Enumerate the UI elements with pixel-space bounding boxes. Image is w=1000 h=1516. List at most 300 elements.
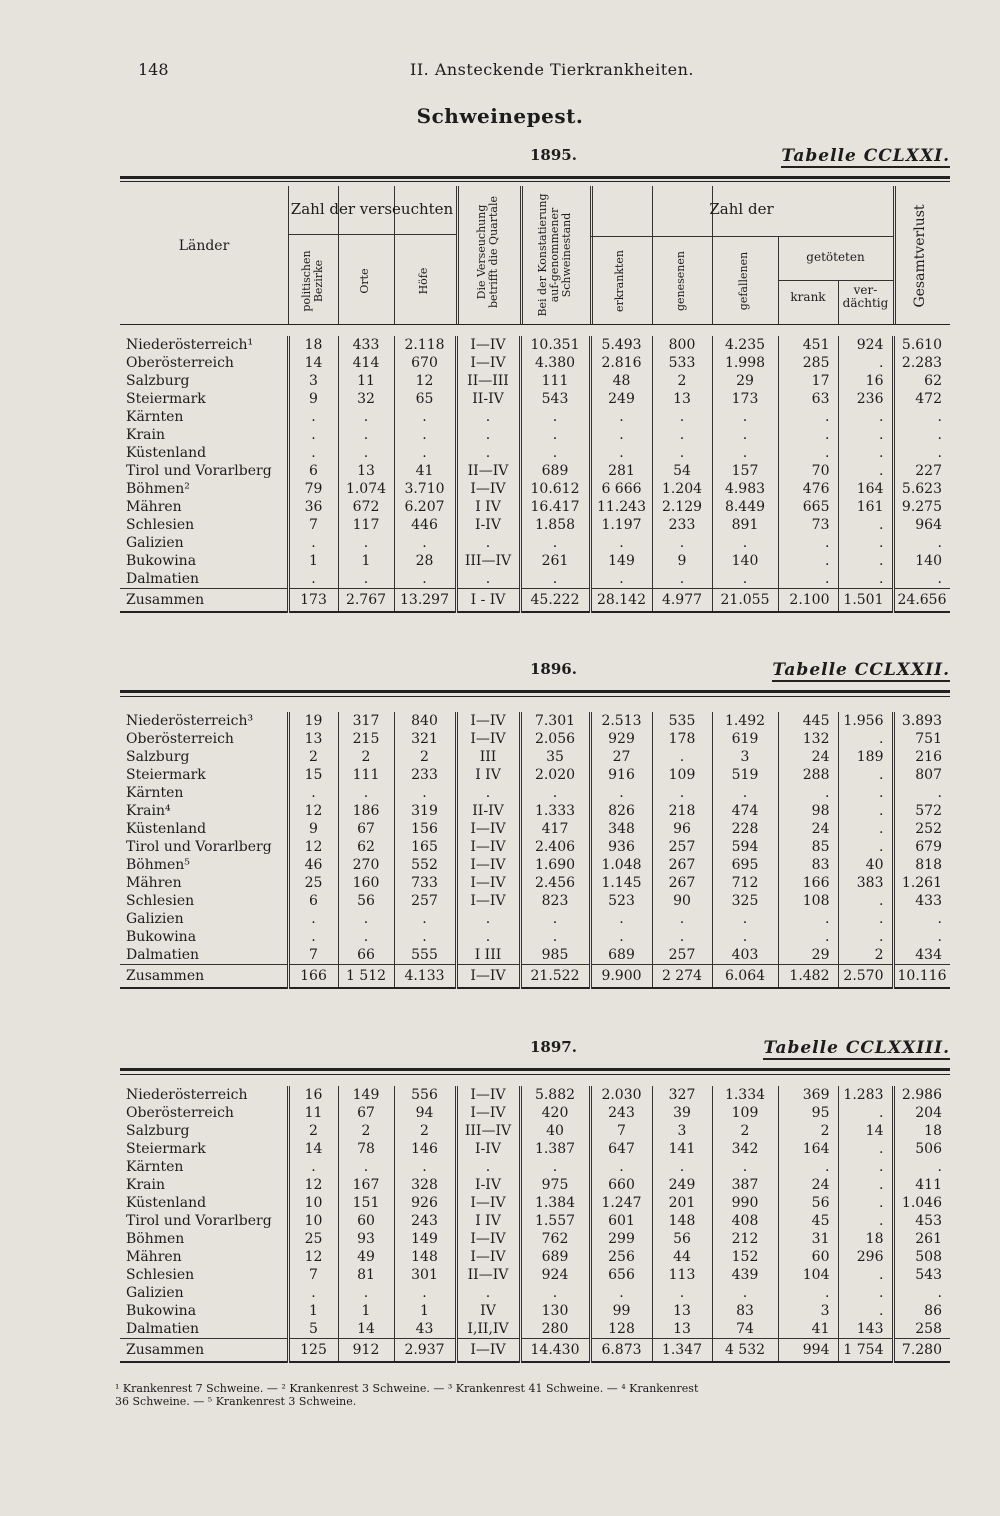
value-cell: .: [838, 552, 893, 570]
value-cell: 2.056: [520, 730, 590, 748]
value-cell: 228: [712, 820, 778, 838]
value-cell: .: [520, 910, 590, 928]
table-row: [120, 856, 950, 874]
value-cell: 218: [652, 802, 712, 820]
value-cell: 533: [652, 354, 712, 372]
value-cell: 9.275: [893, 498, 950, 516]
land-cell: Küstenland: [126, 445, 207, 461]
value-cell: I—IV: [456, 965, 520, 989]
value-cell: .: [394, 1158, 456, 1176]
header-politischen-bezirke: politischen Bezirke: [300, 250, 325, 312]
value-cell: 7: [288, 946, 338, 965]
value-cell: 762: [520, 1230, 590, 1248]
table-row: [120, 1266, 950, 1284]
value-cell: 327: [652, 1086, 712, 1104]
value-cell: 173: [288, 589, 338, 613]
value-cell: 166: [288, 965, 338, 989]
land-cell: Oberösterreich: [126, 1105, 234, 1121]
value-cell: 108: [778, 892, 838, 910]
value-cell: .: [712, 910, 778, 928]
value-cell: 1: [394, 1302, 456, 1320]
value-cell: 891: [712, 516, 778, 534]
value-cell: 712: [712, 874, 778, 892]
table-row: [120, 480, 950, 498]
value-cell: .: [338, 570, 394, 589]
total-row: [120, 965, 950, 989]
value-cell: .: [778, 928, 838, 946]
value-cell: 1 754: [838, 1339, 893, 1363]
value-cell: II—IV: [456, 1266, 520, 1284]
table-row: [120, 784, 950, 802]
value-cell: 13: [652, 1320, 712, 1339]
value-cell: I—IV: [456, 856, 520, 874]
value-cell: 433: [893, 892, 950, 910]
value-cell: .: [590, 408, 652, 426]
value-cell: 325: [712, 892, 778, 910]
value-cell: 49: [338, 1248, 394, 1266]
value-cell: 453: [893, 1212, 950, 1230]
table-row: [120, 1086, 950, 1104]
land-cell: Salzburg: [126, 749, 190, 765]
value-cell: 56: [652, 1230, 712, 1248]
value-cell: 56: [778, 1194, 838, 1212]
value-cell: I,II,IV: [456, 1320, 520, 1339]
value-cell: .: [893, 534, 950, 552]
value-cell: 149: [590, 552, 652, 570]
value-cell: 2.406: [520, 838, 590, 856]
value-cell: I—IV: [456, 820, 520, 838]
footnote-line: 36 Schweine. — ⁵ Krankenrest 3 Schweine.: [115, 1395, 357, 1408]
value-cell: 1.690: [520, 856, 590, 874]
value-cell: 807: [893, 766, 950, 784]
value-cell: 1.145: [590, 874, 652, 892]
land-cell: Küstenland: [126, 821, 207, 837]
value-cell: 2.283: [893, 354, 950, 372]
value-cell: 165: [394, 838, 456, 856]
value-cell: .: [338, 1284, 394, 1302]
value-cell: .: [838, 1284, 893, 1302]
value-cell: 45.222: [520, 589, 590, 613]
value-cell: .: [838, 766, 893, 784]
header-verseuchung-quartale: Die Verseuchung betrifft die Quartale: [475, 196, 500, 308]
table-row: [120, 372, 950, 390]
value-cell: 408: [712, 1212, 778, 1230]
value-cell: 63: [778, 390, 838, 408]
value-cell: I IV: [456, 498, 520, 516]
value-cell: .: [712, 534, 778, 552]
table-heading-1897: [120, 1038, 950, 1060]
value-cell: .: [652, 1158, 712, 1176]
value-cell: 25: [288, 1230, 338, 1248]
value-cell: 2.570: [838, 965, 893, 989]
value-cell: 83: [712, 1302, 778, 1320]
table-row: [120, 336, 950, 354]
value-cell: 1: [338, 552, 394, 570]
value-cell: 24: [778, 820, 838, 838]
value-cell: 28.142: [590, 589, 652, 613]
table-row: [120, 390, 950, 408]
value-cell: 10: [288, 1194, 338, 1212]
value-cell: 1.492: [712, 712, 778, 730]
value-cell: 128: [590, 1320, 652, 1339]
land-cell: Krain⁴: [126, 803, 171, 819]
value-cell: 555: [394, 946, 456, 965]
value-cell: 148: [652, 1212, 712, 1230]
value-cell: 2.456: [520, 874, 590, 892]
table-row: [120, 516, 950, 534]
value-cell: 125: [288, 1339, 338, 1363]
value-cell: 10.351: [520, 336, 590, 354]
value-cell: .: [838, 802, 893, 820]
value-cell: .: [838, 426, 893, 444]
value-cell: I—IV: [456, 336, 520, 354]
value-cell: .: [338, 784, 394, 802]
value-cell: .: [590, 910, 652, 928]
value-cell: 2.020: [520, 766, 590, 784]
land-cell: Salzburg: [126, 373, 190, 389]
value-cell: .: [712, 1158, 778, 1176]
value-cell: 161: [838, 498, 893, 516]
value-cell: 1.557: [520, 1212, 590, 1230]
value-cell: 24: [778, 748, 838, 766]
value-cell: .: [456, 408, 520, 426]
value-cell: I—IV: [456, 480, 520, 498]
table-row: [120, 1212, 950, 1230]
table-row: [120, 730, 950, 748]
table-row: [120, 408, 950, 426]
value-cell: .: [394, 408, 456, 426]
value-cell: 267: [652, 856, 712, 874]
value-cell: .: [893, 408, 950, 426]
value-cell: 98: [778, 802, 838, 820]
value-cell: 249: [652, 1176, 712, 1194]
value-cell: 826: [590, 802, 652, 820]
value-cell: 823: [520, 892, 590, 910]
value-cell: 130: [520, 1302, 590, 1320]
header-gefallenen: gefallenen: [737, 251, 750, 311]
header-hoefe: Höfe: [417, 267, 430, 295]
land-cell: Krain: [126, 1177, 165, 1193]
value-cell: .: [338, 1158, 394, 1176]
value-cell: .: [838, 892, 893, 910]
table-row: [120, 462, 950, 480]
value-cell: .: [712, 1284, 778, 1302]
value-cell: 2: [288, 748, 338, 766]
value-cell: 27: [590, 748, 652, 766]
value-cell: 156: [394, 820, 456, 838]
value-cell: .: [520, 444, 590, 462]
value-cell: 319: [394, 802, 456, 820]
value-cell: 46: [288, 856, 338, 874]
value-cell: 7: [288, 516, 338, 534]
header-verdaechtig: ver-dächtig: [842, 283, 889, 310]
value-cell: .: [652, 408, 712, 426]
value-cell: .: [652, 426, 712, 444]
value-cell: I-IV: [456, 1176, 520, 1194]
value-cell: 3: [288, 372, 338, 390]
value-cell: I—IV: [456, 1339, 520, 1363]
value-cell: 14: [838, 1122, 893, 1140]
value-cell: 14: [338, 1320, 394, 1339]
value-cell: 2: [338, 1122, 394, 1140]
value-cell: 4.977: [652, 589, 712, 613]
value-cell: 66: [338, 946, 394, 965]
value-cell: 3.893: [893, 712, 950, 730]
value-cell: I—IV: [456, 874, 520, 892]
value-cell: 233: [652, 516, 712, 534]
value-cell: 60: [778, 1248, 838, 1266]
header-zahl-der: Zahl der: [709, 200, 774, 218]
value-cell: .: [394, 784, 456, 802]
table-row: [120, 444, 950, 462]
value-cell: .: [778, 910, 838, 928]
header-bottom-rule: [120, 324, 950, 325]
footnotes: [115, 1382, 955, 1408]
value-cell: .: [590, 570, 652, 589]
value-cell: 60: [338, 1212, 394, 1230]
value-cell: .: [838, 462, 893, 480]
value-cell: .: [778, 534, 838, 552]
table-row: [120, 910, 950, 928]
value-cell: .: [288, 910, 338, 928]
value-cell: 65: [394, 390, 456, 408]
value-cell: I—IV: [456, 1086, 520, 1104]
value-cell: 2.513: [590, 712, 652, 730]
value-cell: 1.501: [838, 589, 893, 613]
value-cell: 157: [712, 462, 778, 480]
value-cell: 689: [520, 462, 590, 480]
value-cell: .: [520, 784, 590, 802]
value-cell: 2.986: [893, 1086, 950, 1104]
value-cell: I-IV: [456, 516, 520, 534]
value-cell: .: [520, 928, 590, 946]
header-getoeteten: getöteten: [806, 250, 865, 264]
value-cell: 41: [778, 1320, 838, 1339]
value-cell: 3: [778, 1302, 838, 1320]
value-cell: .: [338, 534, 394, 552]
land-cell: Mähren: [126, 1249, 182, 1265]
land-cell: Krain: [126, 427, 165, 443]
value-cell: .: [838, 730, 893, 748]
value-cell: 117: [338, 516, 394, 534]
header-krank: krank: [790, 290, 826, 304]
value-cell: 3.710: [394, 480, 456, 498]
value-cell: 1.956: [838, 712, 893, 730]
value-cell: 695: [712, 856, 778, 874]
land-cell: Mähren: [126, 499, 182, 515]
value-cell: I III: [456, 946, 520, 965]
value-cell: .: [838, 910, 893, 928]
value-cell: 19: [288, 712, 338, 730]
value-cell: .: [288, 784, 338, 802]
table-top-rule: [120, 696, 950, 697]
table-row: [120, 426, 950, 444]
value-cell: 32: [338, 390, 394, 408]
land-cell: Dalmatien: [126, 947, 200, 963]
value-cell: 990: [712, 1194, 778, 1212]
value-cell: 12: [288, 802, 338, 820]
value-cell: 39: [652, 1104, 712, 1122]
value-cell: 40: [520, 1122, 590, 1140]
value-cell: .: [288, 1158, 338, 1176]
value-cell: 975: [520, 1176, 590, 1194]
value-cell: 2: [712, 1122, 778, 1140]
value-cell: .: [394, 1284, 456, 1302]
value-cell: 924: [520, 1266, 590, 1284]
value-cell: I—IV: [456, 1104, 520, 1122]
value-cell: 70: [778, 462, 838, 480]
value-cell: 288: [778, 766, 838, 784]
value-cell: 2: [288, 1122, 338, 1140]
value-cell: 152: [712, 1248, 778, 1266]
value-cell: 7.280: [893, 1339, 950, 1363]
value-cell: .: [838, 1158, 893, 1176]
land-cell: Tirol und Vorarlberg: [126, 463, 272, 479]
value-cell: 109: [652, 766, 712, 784]
value-cell: 24.656: [893, 589, 950, 613]
value-cell: 6: [288, 892, 338, 910]
value-cell: 236: [838, 390, 893, 408]
table-name: Tabelle CCLXXIII.: [763, 1038, 950, 1058]
value-cell: 73: [778, 516, 838, 534]
value-cell: 1.347: [652, 1339, 712, 1363]
table-row: [120, 838, 950, 856]
value-cell: 29: [778, 946, 838, 965]
land-cell: Salzburg: [126, 1123, 190, 1139]
value-cell: 672: [338, 498, 394, 516]
land-cell: Dalmatien: [126, 1321, 200, 1337]
value-cell: .: [456, 534, 520, 552]
value-cell: I—IV: [456, 730, 520, 748]
value-cell: 6.064: [712, 965, 778, 989]
value-cell: 67: [338, 1104, 394, 1122]
value-cell: 10.116: [893, 965, 950, 989]
table-top-rule: [120, 690, 950, 693]
value-cell: .: [288, 426, 338, 444]
value-cell: I IV: [456, 766, 520, 784]
land-cell: Böhmen: [126, 1231, 185, 1247]
land-cell: Niederösterreich: [126, 1087, 248, 1103]
value-cell: 12: [288, 1248, 338, 1266]
value-cell: 166: [778, 874, 838, 892]
value-cell: .: [778, 570, 838, 589]
value-cell: 9: [288, 390, 338, 408]
value-cell: .: [590, 784, 652, 802]
value-cell: 9: [288, 820, 338, 838]
value-cell: 1.334: [712, 1086, 778, 1104]
table-heading-1896: [120, 660, 950, 682]
value-cell: 12: [288, 1176, 338, 1194]
value-cell: 11: [338, 372, 394, 390]
value-cell: 13: [288, 730, 338, 748]
value-cell: .: [712, 784, 778, 802]
value-cell: 18: [893, 1122, 950, 1140]
value-cell: 433: [338, 336, 394, 354]
value-cell: .: [394, 426, 456, 444]
value-cell: 543: [893, 1266, 950, 1284]
value-cell: .: [838, 1104, 893, 1122]
value-cell: II—IV: [456, 462, 520, 480]
value-cell: .: [394, 910, 456, 928]
value-cell: 267: [652, 874, 712, 892]
value-cell: .: [712, 408, 778, 426]
value-cell: 2: [394, 748, 456, 766]
value-cell: 445: [778, 712, 838, 730]
value-cell: .: [893, 444, 950, 462]
table-row: [120, 892, 950, 910]
value-cell: 16: [838, 372, 893, 390]
value-cell: .: [456, 784, 520, 802]
table-top-rule: [120, 181, 950, 182]
value-cell: III: [456, 748, 520, 766]
value-cell: 411: [893, 1176, 950, 1194]
value-cell: 1.204: [652, 480, 712, 498]
table-row: [120, 766, 950, 784]
table-top-rule: [120, 1074, 950, 1075]
value-cell: 212: [712, 1230, 778, 1248]
value-cell: 132: [778, 730, 838, 748]
value-cell: 321: [394, 730, 456, 748]
table-row: [120, 1284, 950, 1302]
land-cell: Bukowina: [126, 929, 197, 945]
value-cell: 11.243: [590, 498, 652, 516]
header-orte: Orte: [358, 268, 371, 294]
value-cell: 2: [778, 1122, 838, 1140]
table-row: [120, 1230, 950, 1248]
land-cell: Kärnten: [126, 1159, 184, 1175]
value-cell: 173: [712, 390, 778, 408]
land-cell: Kärnten: [126, 409, 184, 425]
value-cell: .: [520, 534, 590, 552]
value-cell: .: [288, 1284, 338, 1302]
value-cell: 3: [712, 748, 778, 766]
value-cell: .: [652, 928, 712, 946]
value-cell: .: [288, 928, 338, 946]
value-cell: 6 666: [590, 480, 652, 498]
value-cell: I-IV: [456, 1140, 520, 1158]
data-table-1897: [120, 1086, 950, 1363]
value-cell: .: [590, 1158, 652, 1176]
value-cell: 140: [893, 552, 950, 570]
value-cell: .: [288, 570, 338, 589]
value-cell: .: [652, 570, 712, 589]
land-cell: Schlesien: [126, 517, 195, 533]
value-cell: 9.900: [590, 965, 652, 989]
value-cell: 85: [778, 838, 838, 856]
value-cell: 594: [712, 838, 778, 856]
value-cell: IV: [456, 1302, 520, 1320]
value-cell: 215: [338, 730, 394, 748]
value-cell: 296: [838, 1248, 893, 1266]
value-cell: 9: [652, 552, 712, 570]
land-cell: Kärnten: [126, 785, 184, 801]
value-cell: 2: [338, 748, 394, 766]
value-cell: 417: [520, 820, 590, 838]
value-cell: 2.767: [338, 589, 394, 613]
value-cell: 111: [338, 766, 394, 784]
running-head: [130, 60, 950, 82]
header-zahl-der-verseuchten: Zahl der verseuchten: [290, 200, 454, 218]
value-cell: 5.623: [893, 480, 950, 498]
value-cell: 164: [778, 1140, 838, 1158]
value-cell: 556: [394, 1086, 456, 1104]
value-cell: 840: [394, 712, 456, 730]
value-cell: 256: [590, 1248, 652, 1266]
value-cell: .: [712, 928, 778, 946]
value-cell: .: [394, 534, 456, 552]
value-cell: 1: [338, 1302, 394, 1320]
table-row: [120, 928, 950, 946]
